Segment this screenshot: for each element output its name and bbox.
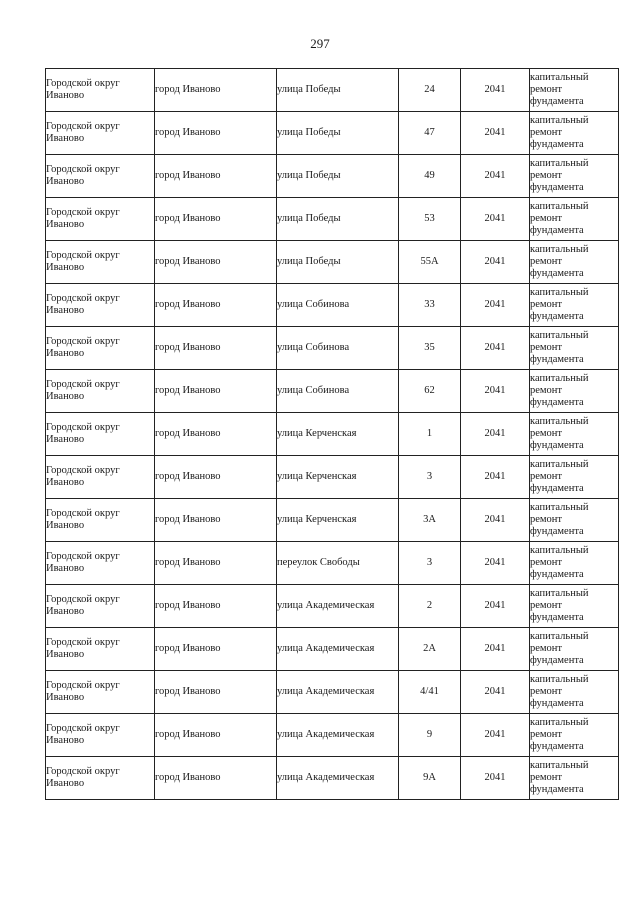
cell-planned-year	[461, 628, 530, 671]
cell-planned-year	[461, 69, 530, 112]
cell-planned-year	[461, 456, 530, 499]
cell-house-number	[399, 714, 461, 757]
cell-work-type-text: капитальный ремонт фундамента	[530, 545, 589, 580]
cell-planned-year-text: 2041	[484, 342, 506, 353]
cell-planned-year	[461, 284, 530, 327]
cell-house-number	[399, 413, 461, 456]
cell-house-number-text: 55А	[420, 256, 439, 267]
cell-settlement	[155, 241, 277, 284]
cell-street-text: улица Победы	[277, 127, 341, 138]
cell-street-text: улица Академическая	[277, 643, 375, 654]
cell-settlement-text: город Иваново	[155, 686, 221, 697]
table-row	[46, 671, 619, 714]
cell-settlement-text: город Иваново	[155, 170, 221, 181]
cell-municipal-district-text: Городской округ Иваново	[46, 164, 120, 187]
cell-planned-year	[461, 714, 530, 757]
cell-settlement-text: город Иваново	[155, 643, 221, 654]
cell-work-type	[530, 499, 619, 542]
cell-work-type	[530, 628, 619, 671]
cell-street-text: улица Керченская	[277, 471, 357, 482]
cell-settlement	[155, 757, 277, 800]
cell-work-type	[530, 284, 619, 327]
cell-municipal-district	[46, 671, 155, 714]
cell-settlement	[155, 370, 277, 413]
cell-municipal-district	[46, 542, 155, 585]
cell-work-type	[530, 69, 619, 112]
cell-work-type-text: капитальный ремонт фундамента	[530, 115, 589, 150]
table-row	[46, 585, 619, 628]
cell-settlement-text: город Иваново	[155, 772, 221, 783]
cell-settlement-text: город Иваново	[155, 600, 221, 611]
cell-street	[277, 456, 399, 499]
cell-house-number	[399, 241, 461, 284]
cell-planned-year-text: 2041	[484, 299, 506, 310]
cell-house-number-text: 9А	[423, 772, 436, 783]
cell-planned-year-text: 2041	[484, 729, 506, 740]
cell-municipal-district-text: Городской округ Иваново	[46, 465, 120, 488]
cell-planned-year-text: 2041	[484, 170, 506, 181]
cell-municipal-district	[46, 69, 155, 112]
cell-street-text: улица Собинова	[277, 342, 350, 353]
cell-settlement	[155, 671, 277, 714]
table-row	[46, 542, 619, 585]
cell-municipal-district-text: Городской округ Иваново	[46, 594, 120, 617]
cell-work-type	[530, 671, 619, 714]
cell-settlement	[155, 112, 277, 155]
cell-house-number	[399, 284, 461, 327]
table-row	[46, 370, 619, 413]
cell-municipal-district-text: Городской округ Иваново	[46, 78, 120, 101]
cell-settlement	[155, 413, 277, 456]
cell-house-number	[399, 585, 461, 628]
table-row	[46, 714, 619, 757]
cell-house-number	[399, 757, 461, 800]
cell-house-number-text: 53	[424, 213, 435, 224]
cell-street	[277, 241, 399, 284]
cell-planned-year	[461, 198, 530, 241]
cell-settlement-text: город Иваново	[155, 127, 221, 138]
cell-planned-year-text: 2041	[484, 772, 506, 783]
cell-house-number-text: 35	[424, 342, 435, 353]
cell-street-text: улица Академическая	[277, 686, 375, 697]
cell-work-type-text: капитальный ремонт фундамента	[530, 674, 589, 709]
cell-settlement-text: город Иваново	[155, 428, 221, 439]
table-row	[46, 241, 619, 284]
cell-street-text: переулок Свободы	[277, 557, 360, 568]
cell-street	[277, 112, 399, 155]
table-row	[46, 327, 619, 370]
cell-work-type-text: капитальный ремонт фундамента	[530, 717, 589, 752]
cell-planned-year	[461, 370, 530, 413]
cell-settlement	[155, 628, 277, 671]
cell-work-type	[530, 456, 619, 499]
cell-settlement-text: город Иваново	[155, 729, 221, 740]
cell-house-number-text: 9	[426, 729, 433, 740]
cell-house-number-text: 2А	[423, 643, 436, 654]
cell-street-text: улица Победы	[277, 213, 341, 224]
cell-planned-year	[461, 241, 530, 284]
cell-municipal-district-text: Городской округ Иваново	[46, 336, 120, 359]
cell-municipal-district	[46, 284, 155, 327]
cell-settlement	[155, 585, 277, 628]
cell-settlement	[155, 714, 277, 757]
cell-planned-year-text: 2041	[484, 428, 506, 439]
cell-house-number-text: 33	[424, 299, 435, 310]
cell-settlement-text: город Иваново	[155, 342, 221, 353]
table-row	[46, 628, 619, 671]
table-row	[46, 284, 619, 327]
cell-work-type-text: капитальный ремонт фундамента	[530, 158, 589, 193]
cell-municipal-district	[46, 757, 155, 800]
cell-work-type	[530, 327, 619, 370]
registry-table	[45, 68, 619, 800]
cell-house-number	[399, 456, 461, 499]
cell-settlement	[155, 284, 277, 327]
cell-planned-year-text: 2041	[484, 557, 506, 568]
cell-work-type	[530, 155, 619, 198]
cell-municipal-district	[46, 370, 155, 413]
cell-work-type-text: капитальный ремонт фундамента	[530, 373, 589, 408]
cell-settlement-text: город Иваново	[155, 514, 221, 525]
cell-municipal-district-text: Городской округ Иваново	[46, 551, 120, 574]
cell-municipal-district-text: Городской округ Иваново	[46, 637, 120, 660]
cell-house-number-text: 62	[424, 385, 435, 396]
cell-municipal-district-text: Городской округ Иваново	[46, 379, 120, 402]
cell-settlement	[155, 327, 277, 370]
cell-house-number	[399, 628, 461, 671]
cell-planned-year-text: 2041	[484, 686, 506, 697]
cell-work-type	[530, 757, 619, 800]
cell-street	[277, 714, 399, 757]
page-number: 297	[310, 36, 330, 51]
cell-planned-year	[461, 327, 530, 370]
cell-street	[277, 284, 399, 327]
cell-settlement-text: город Иваново	[155, 213, 221, 224]
cell-house-number-text: 4/41	[420, 686, 439, 697]
cell-settlement	[155, 155, 277, 198]
cell-house-number	[399, 542, 461, 585]
cell-settlement	[155, 499, 277, 542]
table-row	[46, 456, 619, 499]
cell-planned-year	[461, 671, 530, 714]
cell-municipal-district	[46, 241, 155, 284]
cell-house-number-text: 3	[426, 557, 433, 568]
cell-work-type-text: капитальный ремонт фундамента	[530, 244, 589, 279]
cell-street	[277, 370, 399, 413]
cell-municipal-district	[46, 198, 155, 241]
cell-planned-year	[461, 112, 530, 155]
cell-work-type	[530, 370, 619, 413]
cell-house-number-text: 3	[426, 471, 433, 482]
cell-settlement-text: город Иваново	[155, 299, 221, 310]
cell-work-type	[530, 198, 619, 241]
cell-street	[277, 327, 399, 370]
cell-work-type	[530, 112, 619, 155]
cell-street-text: улица Керченская	[277, 428, 357, 439]
cell-settlement	[155, 69, 277, 112]
cell-planned-year	[461, 413, 530, 456]
cell-planned-year-text: 2041	[484, 471, 506, 482]
cell-municipal-district	[46, 112, 155, 155]
cell-house-number-text: 1	[426, 428, 433, 439]
cell-settlement-text: город Иваново	[155, 256, 221, 267]
cell-house-number	[399, 69, 461, 112]
table-row	[46, 413, 619, 456]
cell-work-type-text: капитальный ремонт фундамента	[530, 760, 589, 795]
cell-street-text: улица Керченская	[277, 514, 357, 525]
cell-street	[277, 413, 399, 456]
cell-street-text: улица Собинова	[277, 385, 350, 396]
cell-municipal-district-text: Городской округ Иваново	[46, 250, 120, 273]
cell-street	[277, 542, 399, 585]
cell-house-number	[399, 370, 461, 413]
cell-house-number	[399, 327, 461, 370]
cell-street	[277, 69, 399, 112]
cell-settlement	[155, 542, 277, 585]
cell-house-number	[399, 198, 461, 241]
cell-settlement	[155, 456, 277, 499]
cell-planned-year-text: 2041	[484, 213, 506, 224]
cell-work-type-text: капитальный ремонт фундамента	[530, 72, 589, 107]
cell-settlement-text: город Иваново	[155, 84, 221, 95]
cell-municipal-district	[46, 499, 155, 542]
cell-planned-year-text: 2041	[484, 385, 506, 396]
table-row	[46, 112, 619, 155]
cell-work-type-text: капитальный ремонт фундамента	[530, 201, 589, 236]
cell-work-type-text: капитальный ремонт фундамента	[530, 416, 589, 451]
cell-work-type-text: капитальный ремонт фундамента	[530, 287, 589, 322]
cell-work-type-text: капитальный ремонт фундамента	[530, 588, 589, 623]
cell-house-number	[399, 499, 461, 542]
cell-planned-year	[461, 585, 530, 628]
cell-settlement-text: город Иваново	[155, 385, 221, 396]
cell-municipal-district	[46, 714, 155, 757]
cell-street-text: улица Академическая	[277, 729, 375, 740]
cell-work-type	[530, 714, 619, 757]
cell-street-text: улица Победы	[277, 256, 341, 267]
cell-street	[277, 628, 399, 671]
cell-street-text: улица Академическая	[277, 772, 375, 783]
cell-house-number-text: 24	[424, 84, 435, 95]
cell-planned-year	[461, 499, 530, 542]
cell-municipal-district-text: Городской округ Иваново	[46, 766, 120, 789]
cell-municipal-district-text: Городской округ Иваново	[46, 723, 120, 746]
cell-municipal-district-text: Городской округ Иваново	[46, 422, 120, 445]
cell-street-text: улица Собинова	[277, 299, 350, 310]
cell-street	[277, 198, 399, 241]
cell-planned-year-text: 2041	[484, 84, 506, 95]
cell-street-text: улица Победы	[277, 84, 341, 95]
cell-municipal-district-text: Городской округ Иваново	[46, 508, 120, 531]
cell-house-number-text: 47	[424, 127, 435, 138]
cell-street	[277, 671, 399, 714]
table-row	[46, 499, 619, 542]
cell-municipal-district	[46, 155, 155, 198]
cell-street	[277, 155, 399, 198]
cell-house-number	[399, 671, 461, 714]
cell-work-type-text: капитальный ремонт фундамента	[530, 459, 589, 494]
cell-municipal-district	[46, 456, 155, 499]
cell-street-text: улица Победы	[277, 170, 341, 181]
cell-municipal-district	[46, 413, 155, 456]
table-row	[46, 155, 619, 198]
cell-planned-year	[461, 542, 530, 585]
cell-municipal-district	[46, 585, 155, 628]
table-row	[46, 69, 619, 112]
cell-work-type-text: капитальный ремонт фундамента	[530, 631, 589, 666]
cell-settlement-text: город Иваново	[155, 471, 221, 482]
cell-planned-year-text: 2041	[484, 256, 506, 267]
cell-street-text: улица Академическая	[277, 600, 375, 611]
cell-municipal-district-text: Городской округ Иваново	[46, 207, 120, 230]
registry-table-body	[46, 69, 619, 800]
cell-municipal-district-text: Городской округ Иваново	[46, 293, 120, 316]
cell-house-number-text: 2	[426, 600, 433, 611]
table-row	[46, 198, 619, 241]
cell-street	[277, 757, 399, 800]
table-row	[46, 757, 619, 800]
cell-house-number-text: 49	[424, 170, 435, 181]
cell-street	[277, 585, 399, 628]
cell-work-type	[530, 413, 619, 456]
cell-house-number	[399, 112, 461, 155]
cell-municipal-district	[46, 327, 155, 370]
cell-house-number	[399, 155, 461, 198]
cell-work-type	[530, 542, 619, 585]
cell-work-type-text: капитальный ремонт фундамента	[530, 502, 589, 537]
cell-planned-year-text: 2041	[484, 600, 506, 611]
cell-municipal-district	[46, 628, 155, 671]
cell-municipal-district-text: Городской округ Иваново	[46, 121, 120, 144]
cell-planned-year-text: 2041	[484, 643, 506, 654]
cell-planned-year-text: 2041	[484, 514, 506, 525]
cell-work-type	[530, 585, 619, 628]
cell-house-number-text: 3А	[423, 514, 436, 525]
cell-settlement-text: город Иваново	[155, 557, 221, 568]
cell-work-type	[530, 241, 619, 284]
cell-street	[277, 499, 399, 542]
cell-municipal-district-text: Городской округ Иваново	[46, 680, 120, 703]
cell-planned-year-text: 2041	[484, 127, 506, 138]
cell-planned-year	[461, 757, 530, 800]
cell-settlement	[155, 198, 277, 241]
cell-work-type-text: капитальный ремонт фундамента	[530, 330, 589, 365]
cell-planned-year	[461, 155, 530, 198]
